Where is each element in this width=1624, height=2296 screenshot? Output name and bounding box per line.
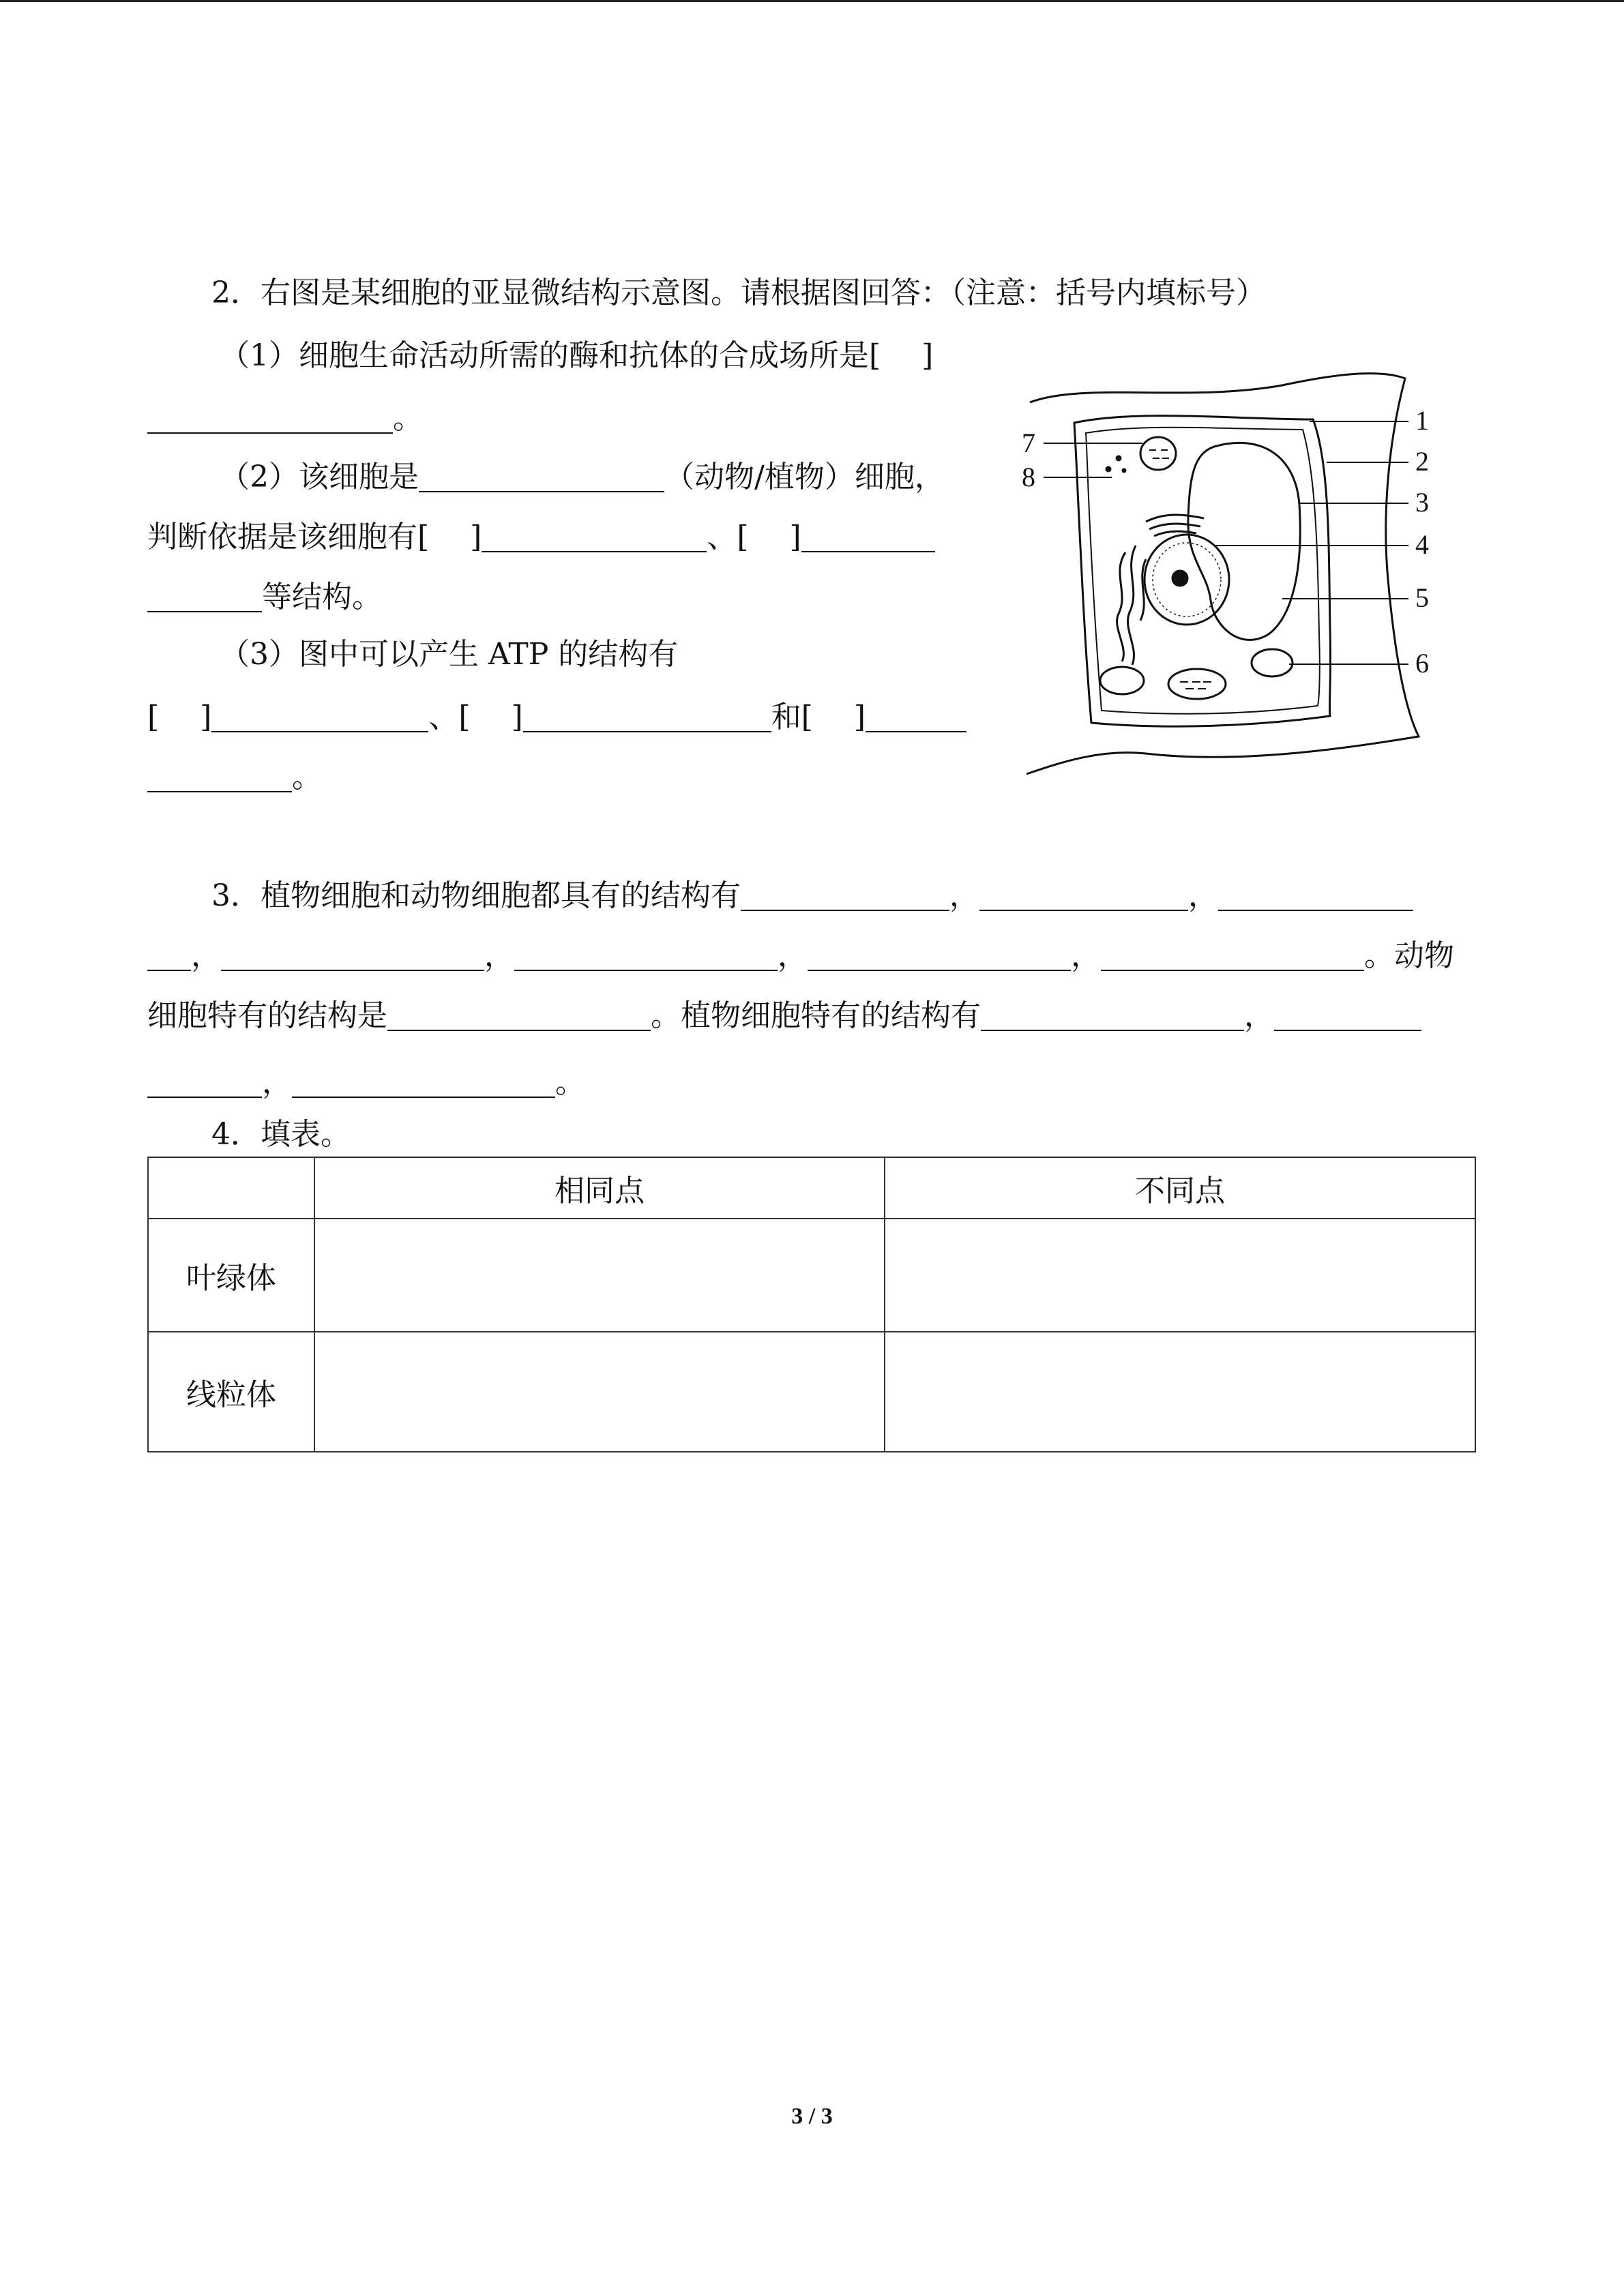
- answer-blank[interactable]: [147, 584, 262, 612]
- comparison-table: [147, 1157, 1476, 1452]
- answer-blank[interactable]: [419, 464, 664, 492]
- golgi-apparatus: [1146, 515, 1204, 522]
- table-header-row: [148, 1157, 1475, 1219]
- vacuole: [1188, 443, 1300, 640]
- answer-blank[interactable]: [147, 405, 393, 434]
- row-label-chloroplast: 叶绿体: [148, 1219, 314, 1332]
- q3-line2: ， ， ， ， 。动物: [147, 937, 1454, 975]
- label-8: 8: [1022, 462, 1035, 492]
- label-6: 6: [1415, 648, 1429, 679]
- q2-part3-answers: [ ] 、[ ] 和[ ]: [147, 698, 966, 736]
- answer-blank[interactable]: [981, 1002, 1244, 1031]
- answer-blank[interactable]: [808, 942, 1071, 971]
- answer-blank[interactable]: [866, 704, 966, 732]
- answer-blank[interactable]: [482, 524, 707, 552]
- answer-cell[interactable]: [885, 1219, 1475, 1332]
- page-number: 3 / 3: [791, 2104, 833, 2129]
- cell-membrane: [1086, 428, 1320, 714]
- answer-blank[interactable]: [1218, 882, 1413, 911]
- q3-line1: 3．植物细胞和动物细胞都具有的结构有 ， ，: [211, 877, 1413, 915]
- answer-blank[interactable]: [221, 942, 484, 971]
- answer-blank[interactable]: [147, 764, 292, 792]
- cell-wall-inner: [1074, 416, 1331, 727]
- q2-part3: （3）图中可以产生 ATP 的结构有: [220, 637, 679, 672]
- answer-blank[interactable]: [801, 524, 935, 552]
- chloroplast-bottom-left: [1100, 667, 1144, 694]
- table-row: [148, 1332, 1475, 1452]
- q4-title: 4．填表。: [211, 1117, 351, 1152]
- answer-blank[interactable]: [1101, 942, 1364, 971]
- label-7: 7: [1022, 428, 1035, 458]
- plant-cell-diagram: [1009, 355, 1446, 777]
- answer-blank[interactable]: [514, 942, 778, 971]
- label-1: 1: [1415, 405, 1429, 436]
- table-header-blank: [148, 1157, 314, 1219]
- answer-cell[interactable]: [314, 1332, 885, 1452]
- endoplasmic-reticulum: [1117, 552, 1125, 661]
- answer-cell[interactable]: [314, 1219, 885, 1332]
- q2-part3-end: 。: [147, 758, 322, 796]
- q2-part1: （1）细胞生命活动所需的酶和抗体的合成场所是[ ]: [220, 338, 934, 373]
- chloroplast-top: [1140, 437, 1176, 470]
- answer-blank[interactable]: [387, 1002, 651, 1031]
- table-row: [148, 1219, 1475, 1332]
- label-2: 2: [1415, 446, 1429, 477]
- q2-part2-end: 等结构。: [147, 578, 382, 616]
- answer-blank[interactable]: [741, 882, 949, 911]
- answer-blank[interactable]: [979, 882, 1188, 911]
- nucleolus: [1172, 571, 1187, 586]
- page-top-border: [0, 0, 1624, 2]
- answer-blank[interactable]: [1274, 1002, 1421, 1031]
- chloroplast-bottom-right: [1252, 649, 1293, 676]
- table-header-diff: 不同点: [885, 1157, 1475, 1219]
- q2-title: 2．右图是某细胞的亚显微结构示意图。请根据图回答：（注意：括号内填标号）: [211, 275, 1266, 310]
- q2-part2-basis: 判断依据是该细胞有[ ] 、[ ]: [147, 518, 935, 556]
- table-header-same: 相同点: [314, 1157, 885, 1219]
- answer-blank[interactable]: [147, 1069, 262, 1098]
- label-3: 3: [1415, 487, 1429, 518]
- answer-blank[interactable]: [147, 942, 191, 971]
- q3-line3: 细胞特有的结构是 。植物细胞特有的结构有 ，: [147, 997, 1421, 1035]
- q3-line4: ， 。: [147, 1064, 585, 1102]
- q2-part2: （2）该细胞是 （动物/植物）细胞，: [220, 460, 945, 494]
- answer-blank[interactable]: [292, 1069, 555, 1098]
- q2-part1-answer: 。: [147, 400, 423, 438]
- answer-blank[interactable]: [211, 704, 428, 732]
- mitochondrion: [1168, 669, 1226, 699]
- label-5: 5: [1415, 582, 1429, 613]
- label-4: 4: [1415, 529, 1429, 560]
- answer-blank[interactable]: [523, 704, 771, 732]
- answer-cell[interactable]: [885, 1332, 1475, 1452]
- row-label-mitochondrion: 线粒体: [148, 1332, 314, 1452]
